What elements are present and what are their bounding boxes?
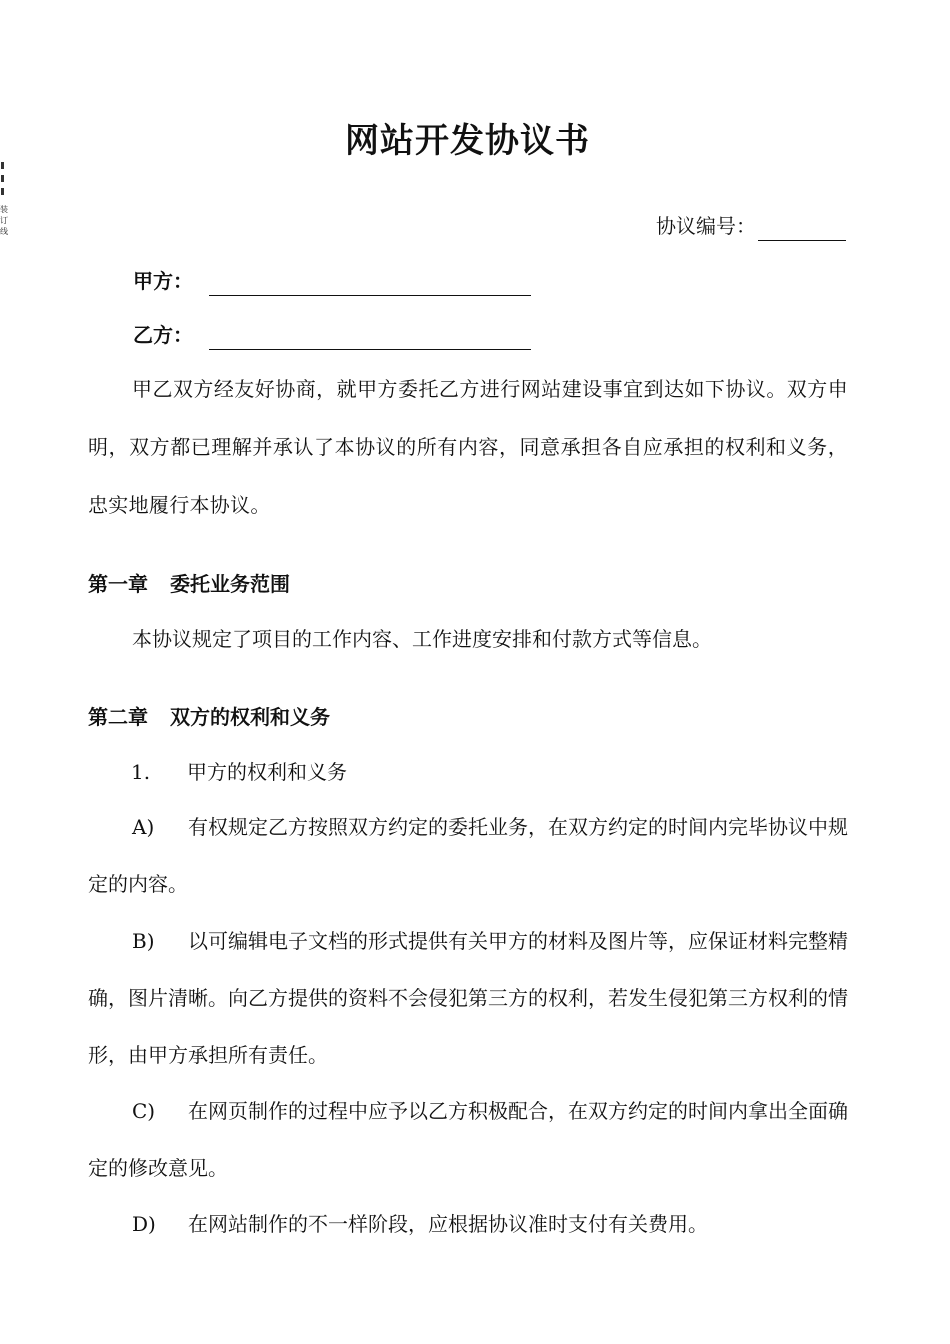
- chapter-1-heading: [88, 569, 290, 599]
- chapter-2-title: 双方的权利和义务: [170, 705, 330, 729]
- binding-dash: [1, 188, 4, 195]
- binding-margin-mark: [0, 162, 8, 254]
- subitem-a: [88, 799, 848, 913]
- subitem-b-text: 以可编辑电子文档的形式提供有关甲方的材料及图片等，应保证材料完整精确，图片清晰。向乙方提供的资料不会侵犯第三方的权利，若发生侵犯第三方权利的情形，由甲方承担所有责任。: [88, 929, 848, 1067]
- agreement-number-blank: [758, 218, 846, 241]
- chapter-1-paragraph: 本协议规定了项目的工作内容、工作进度安排和付款方式等信息。: [132, 627, 712, 651]
- chapter-1-number: 第一章: [88, 572, 148, 596]
- subitem-d-mark: D): [132, 1212, 156, 1236]
- party-a-blank: [209, 273, 531, 296]
- subitem-a-mark: A): [132, 815, 155, 839]
- subitem-b-mark: B): [132, 929, 155, 953]
- subitem-c-text: 在网页制作的过程中应予以乙方积极配合，在双方约定的时间内拿出全面确定的修改意见。: [88, 1099, 848, 1180]
- subitem-d-text: 在网站制作的不一样阶段，应根据协议准时支付有关费用。: [188, 1212, 708, 1236]
- subitem-b: [88, 913, 848, 1084]
- chapter-1-title: 委托业务范围: [170, 572, 290, 596]
- chapter-2-heading: [88, 702, 330, 732]
- party-b-label: 乙方：: [133, 323, 193, 347]
- binding-margin-text: 装订线: [0, 205, 8, 236]
- document-title: 网站开发协议书: [345, 121, 590, 161]
- party-b: [133, 320, 531, 350]
- intro-paragraph: 甲乙双方经友好协商，就甲方委托乙方进行网站建设事宜到达如下协议。双方申明，双方都已理解并承认了本协议的所有内容，同意承担各自应承担的权利和义务，忠实地履行本协议。: [88, 377, 848, 517]
- chapter-2-number: 第二章: [88, 705, 148, 729]
- subitem-a-text: 有权规定乙方按照双方约定的委托业务，在双方约定的时间内完毕协议中规定的内容。: [88, 815, 848, 896]
- item-1-title: 甲方的权利和义务: [187, 760, 347, 784]
- party-a-label: 甲方：: [133, 269, 193, 293]
- subitem-c: [88, 1083, 848, 1197]
- party-b-blank: [209, 327, 531, 350]
- agreement-number-label: 协议编号：: [656, 214, 756, 238]
- item-1-heading: [131, 757, 347, 787]
- item-1-number: 1.: [131, 760, 151, 784]
- party-a: [133, 266, 531, 296]
- subitem-c-mark: C): [132, 1099, 156, 1123]
- subitem-d: [88, 1196, 848, 1253]
- binding-dash: [1, 175, 4, 182]
- agreement-number: [656, 211, 846, 241]
